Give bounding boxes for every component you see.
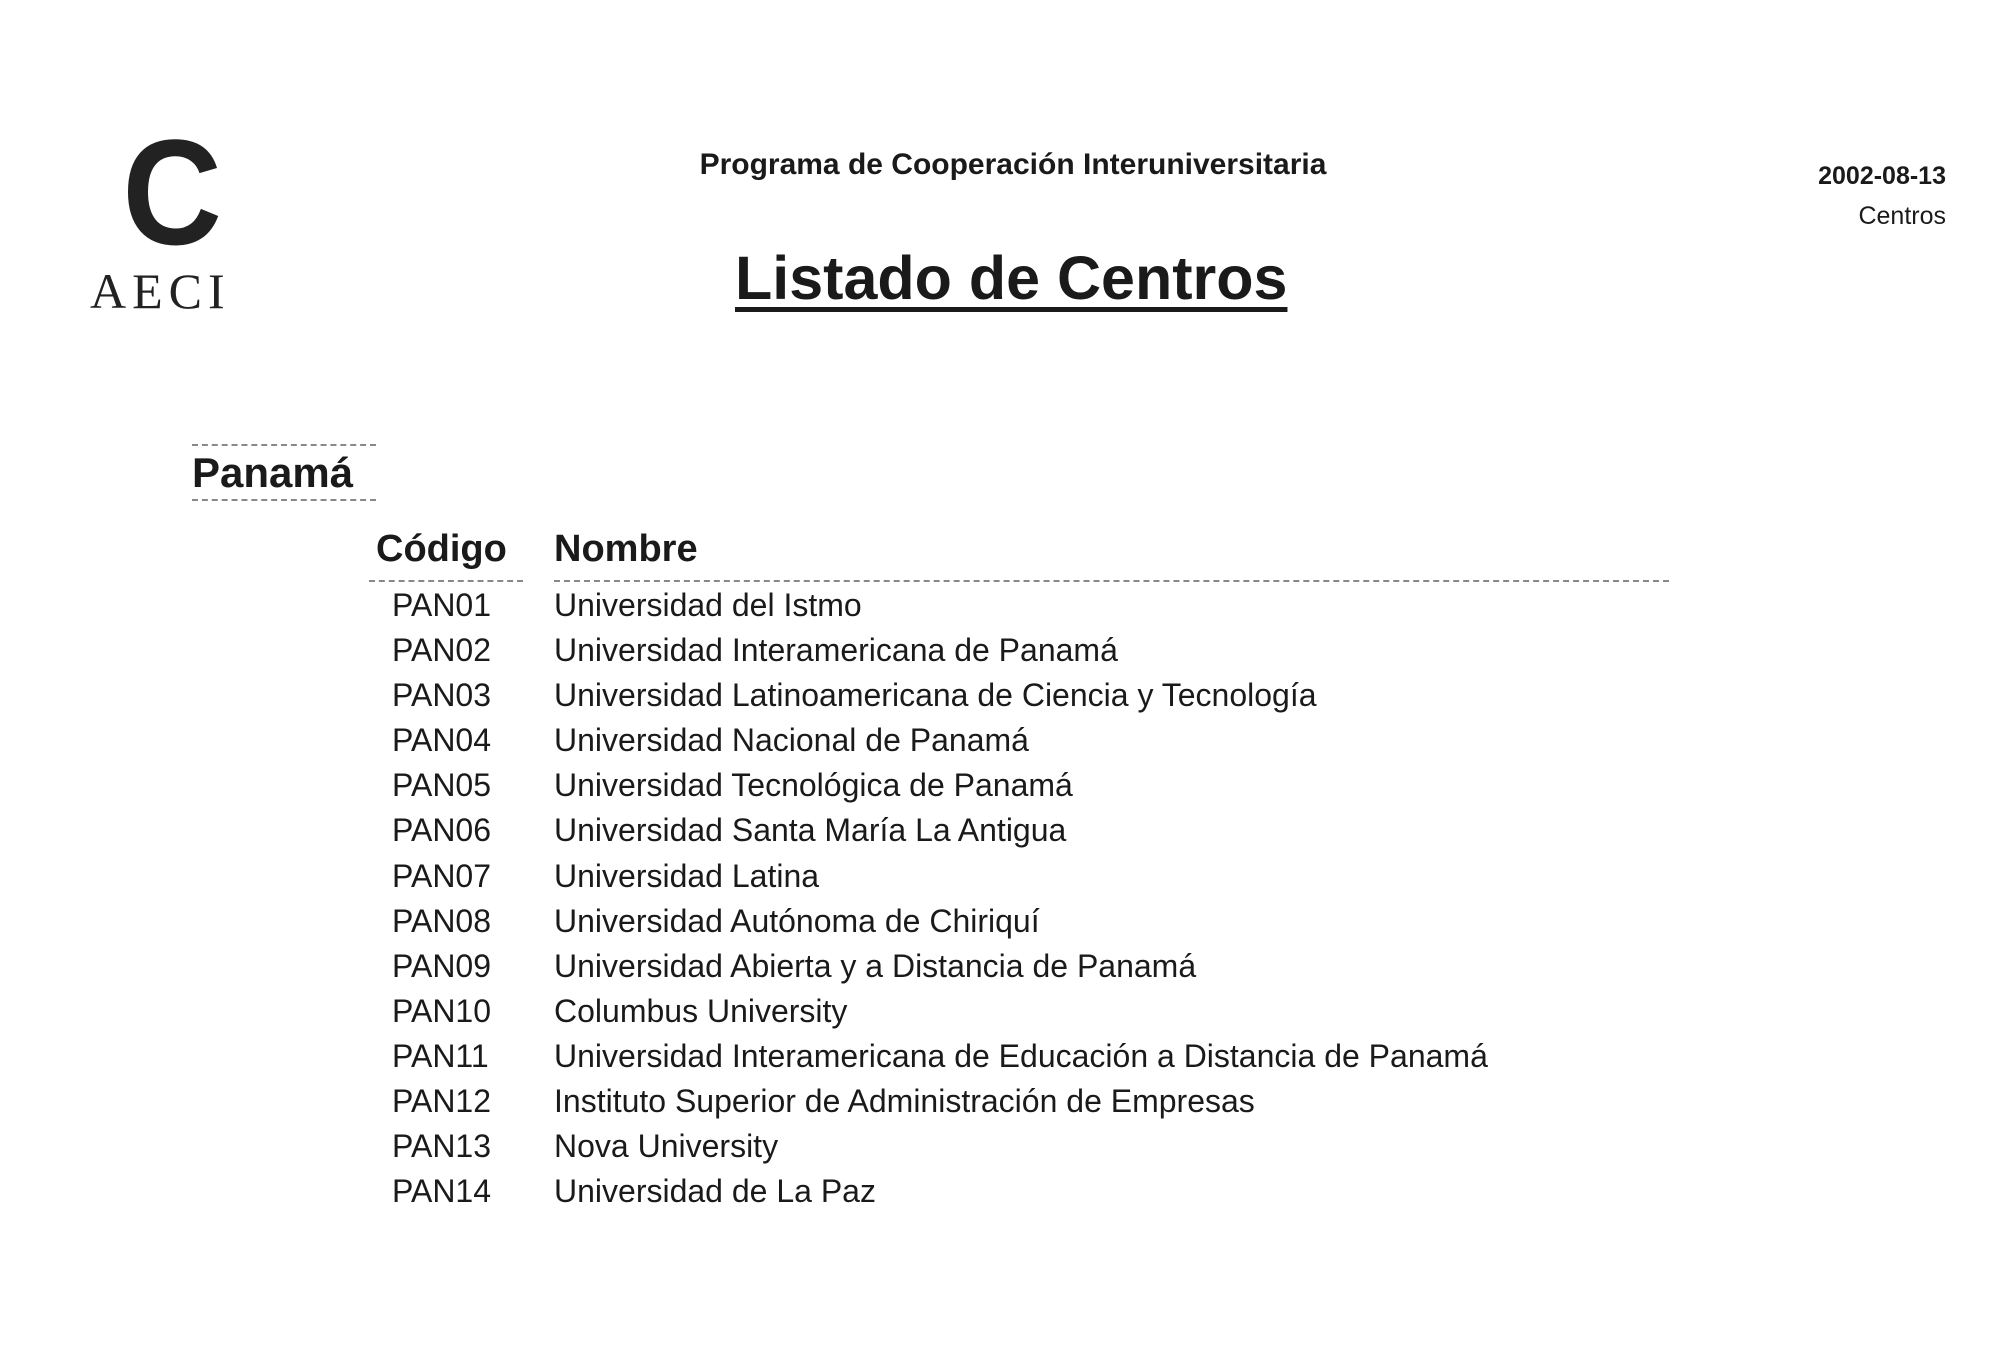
center-code: PAN13: [392, 1128, 492, 1165]
center-code: PAN02: [392, 632, 492, 669]
center-name: Universidad del Istmo: [554, 587, 862, 623]
center-code: PAN11: [392, 1037, 489, 1074]
aeci-logo-text: AECI: [90, 263, 231, 319]
center-code: PAN05: [392, 767, 492, 804]
program-name: Programa de Cooperación Interuniversitaria: [699, 148, 1327, 181]
center-name: Universidad Interamericana de Panamá: [554, 632, 1118, 669]
report-date: 2002-08-13: [1818, 162, 1946, 190]
center-name: Universidad Santa María La Antigua: [554, 812, 1067, 849]
center-name: Universidad Latina: [554, 857, 820, 894]
center-name: Nova University: [554, 1128, 779, 1165]
center-code: PAN12: [392, 1083, 492, 1120]
center-name: Universidad Autónoma de Chiriquí: [554, 902, 1040, 939]
center-code: PAN09: [392, 947, 492, 984]
column-header-name: Nombre: [554, 528, 698, 570]
center-code: PAN08: [392, 902, 492, 939]
center-code: PAN03: [392, 677, 492, 714]
center-name: Universidad Abierta y a Distancia de Panamá: [554, 947, 1197, 984]
divider: [554, 580, 1669, 582]
center-name: Universidad Latinoamericana de Ciencia y Tecnología: [554, 677, 1317, 714]
center-code: PAN06: [392, 812, 492, 849]
divider: [369, 580, 523, 582]
center-code: PAN14: [392, 1173, 492, 1210]
country-heading: Panamá: [192, 449, 354, 496]
center-code: PAN07: [392, 857, 492, 894]
divider: [192, 444, 376, 446]
center-code: PAN10: [392, 992, 492, 1029]
center-code: PAN01: [392, 587, 492, 623]
center-name: Universidad Nacional de Panamá: [554, 722, 1029, 759]
page-title: Listado de Centros: [735, 244, 1288, 312]
report-section: Centros: [1858, 202, 1946, 230]
center-code: PAN04: [392, 722, 492, 759]
header-meta: [1818, 156, 1946, 236]
center-name: Instituto Superior de Administración de Empresas: [554, 1083, 1255, 1120]
divider: [192, 499, 376, 501]
center-name: Universidad Tecnológica de Panamá: [554, 767, 1073, 804]
center-name: Columbus University: [554, 992, 848, 1029]
center-name: Universidad de La Paz: [554, 1173, 876, 1210]
column-header-code: Código: [376, 528, 507, 570]
aeci-logo-mark: C: [122, 108, 222, 276]
center-name: Universidad Interamericana de Educación a Distancia de Panamá: [554, 1037, 1488, 1074]
